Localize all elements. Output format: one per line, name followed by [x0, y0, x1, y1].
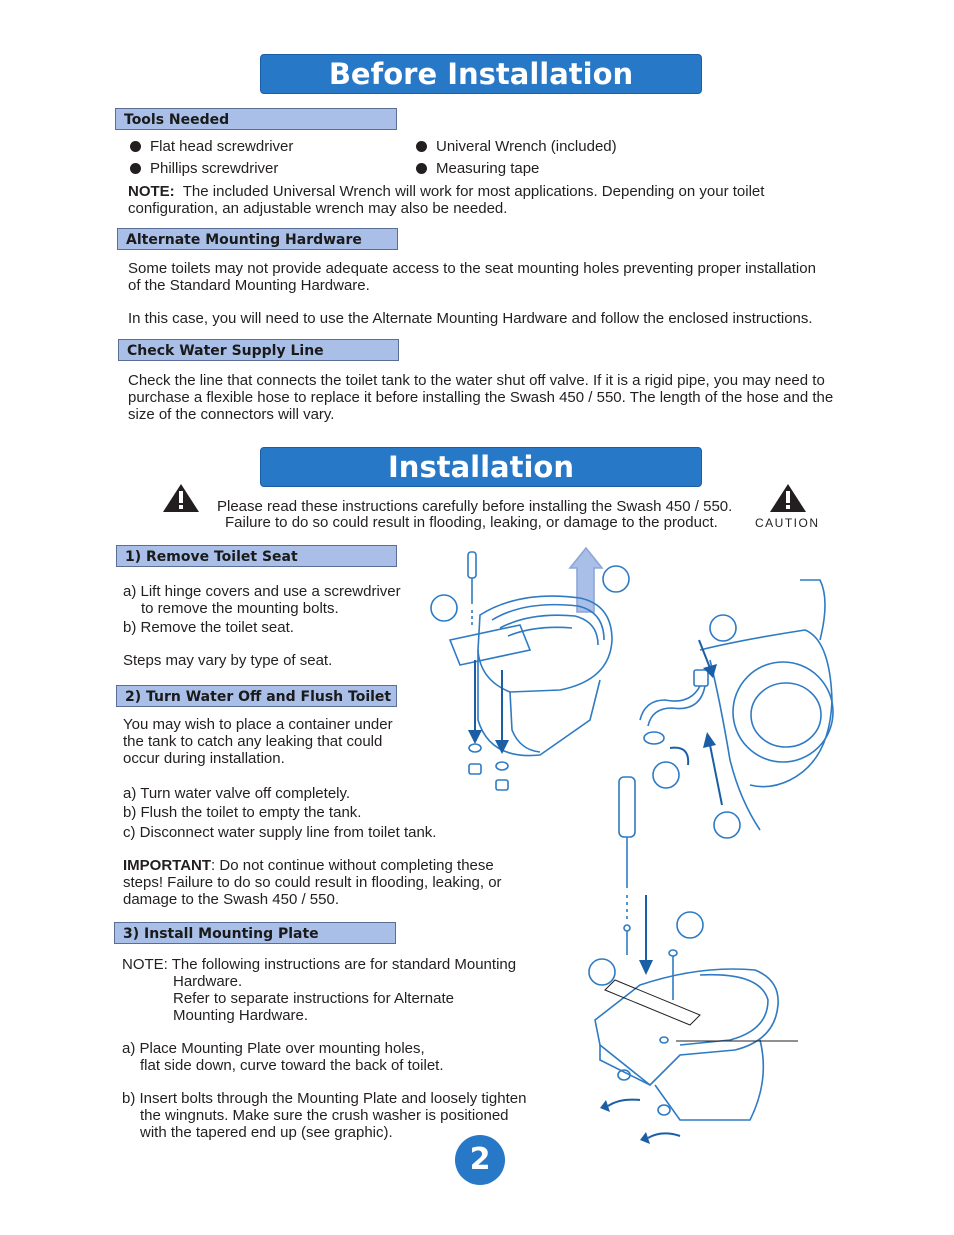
step3-b-line1: b) Insert bolts through the Mounting Plate and loosely tighten [122, 1090, 527, 1107]
step2-a: a) Turn water valve off completely. [123, 785, 351, 802]
step2-b: b) Flush the toilet to empty the tank. [123, 804, 362, 821]
step3-note-line2: Hardware. [173, 973, 243, 990]
step3-a-line2: flat side down, curve toward the back of toilet. [140, 1057, 444, 1074]
warning-triangle-icon [163, 484, 199, 512]
callout-circle [653, 762, 679, 788]
tools-note-line2: configuration, an adjustable wrench may also be needed. [128, 200, 508, 217]
step2-intro-line3: occur during installation. [123, 750, 285, 767]
before-installation-header: Before Installation [260, 54, 702, 94]
tools-note-line1: The included Universal Wrench will work for most applications. Depending on your toilet [182, 183, 765, 200]
callout-circle [710, 615, 736, 641]
step3-a-line1: a) Place Mounting Plate over mounting holes, [122, 1040, 425, 1057]
remove-seat-illustration [431, 548, 629, 790]
step1-b: b) Remove the toilet seat. [123, 619, 294, 636]
caution-triangle-icon [770, 484, 806, 512]
step1-note: Steps may vary by type of seat. [123, 652, 333, 669]
step1-a-line1: a) Lift hinge covers and use a screwdriver [123, 583, 401, 600]
water-line-line1: Check the line that connects the toilet tank to the water shut off valve. If it is a rigid pipe, you may need to [128, 372, 825, 389]
callout-circle [677, 912, 703, 938]
mounting-plate-illustration [589, 777, 798, 1144]
callout-circle [589, 959, 615, 985]
important-line1: : Do not continue without completing these [211, 857, 494, 874]
alternate-p1-line1: Some toilets may not provide adequate access to the seat mounting holes preventing proper installation [128, 260, 816, 277]
section-check-water-line: Check Water Supply Line [118, 339, 399, 361]
section-step3: 3) Install Mounting Plate [114, 922, 396, 944]
step2-intro-line1: You may wish to place a container under [123, 716, 393, 733]
step3-note [122, 956, 516, 1024]
tool-item: Flat head screwdriver [150, 138, 294, 155]
water-supply-illustration [640, 580, 833, 838]
step2-intro [123, 716, 393, 767]
page-number: 2 [455, 1135, 505, 1185]
step3-b-line2: the wingnuts. Make sure the crush washer is positioned [140, 1107, 509, 1124]
step3-note-line4: Mounting Hardware. [173, 1007, 309, 1024]
important-label: IMPORTANT [123, 857, 212, 874]
section-step1: 1) Remove Toilet Seat [116, 545, 397, 567]
warning-line1: Please read these instructions carefully before installing the Swash 450 / 550. [217, 498, 733, 515]
callout-circle [714, 812, 740, 838]
important-line3: damage to the Swash 450 / 550. [123, 891, 339, 908]
callout-circle [603, 566, 629, 592]
step3-b [122, 1090, 526, 1141]
tool-item: Measuring tape [436, 160, 540, 177]
section-step2: 2) Turn Water Off and Flush Toilet [116, 685, 397, 707]
step2-c: c) Disconnect water supply line from toilet tank. [123, 824, 437, 841]
step3-b-line3: with the tapered end up (see graphic). [140, 1124, 393, 1141]
tools-note-label: NOTE: [128, 183, 175, 200]
step1-a-line2: to remove the mounting bolts. [141, 600, 339, 617]
installation-header: Installation [260, 447, 702, 487]
step3-note-line1: NOTE: The following instructions are for standard Mounting [122, 956, 517, 973]
step3-note-line3: Refer to separate instructions for Alternate [173, 990, 454, 1007]
warning-line2: Failure to do so could result in flooding, leaking, or damage to the product. [225, 514, 718, 531]
callout-circle [431, 595, 457, 621]
caution-label: CAUTION [755, 516, 820, 530]
step3-a [122, 1040, 444, 1074]
tool-item: Univeral Wrench (included) [436, 138, 617, 155]
step1-a [123, 583, 401, 617]
important-line2: steps! Failure to do so could result in flooding, leaking, or [123, 874, 502, 891]
alternate-p1-line2: of the Standard Mounting Hardware. [128, 277, 370, 294]
section-alternate-mounting: Alternate Mounting Hardware [117, 228, 398, 250]
step2-intro-line2: the tank to catch any leaking that could [123, 733, 383, 750]
alternate-paragraph-2: In this case, you will need to use the Alternate Mounting Hardware and follow the enclosed instructions. [128, 310, 813, 327]
water-line-line2: purchase a flexible hose to replace it before installing the Swash 450 / 550. The length of the hose and the [128, 389, 834, 406]
water-line-line3: size of the connectors will vary. [128, 406, 335, 423]
tool-item: Phillips screwdriver [150, 160, 279, 177]
step2-important [123, 857, 502, 908]
section-tools-needed: Tools Needed [115, 108, 397, 130]
